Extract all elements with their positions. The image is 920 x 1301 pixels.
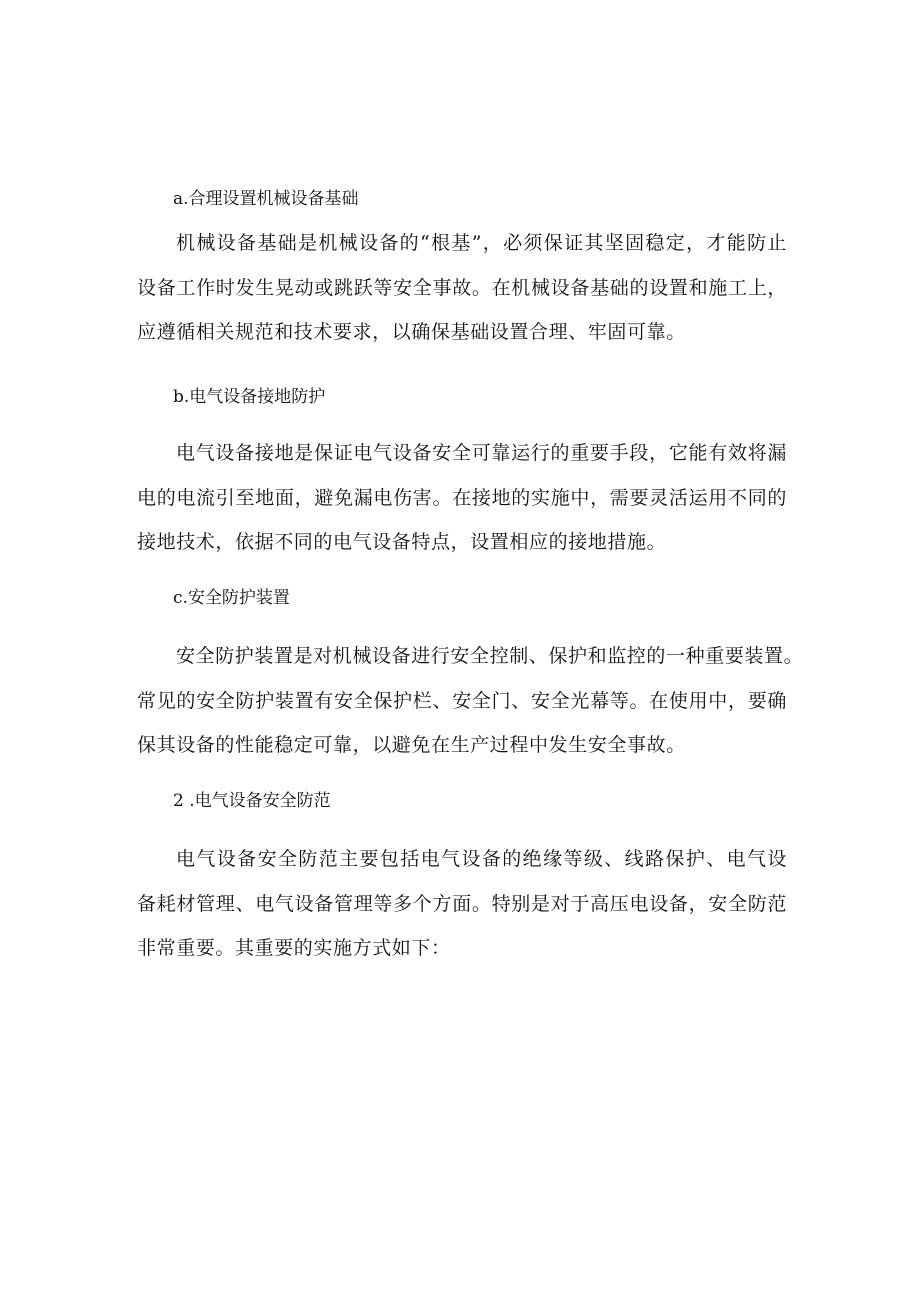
paragraph-line: 电气设备接地是保证电气设备安全可靠运行的重要手段，它能有效将漏 (176, 442, 787, 464)
paragraph-line: 非常重要。其重要的实施方式如下： (137, 937, 451, 959)
section-heading-2: 2 .电气设备安全防范 (173, 791, 331, 811)
section-heading-c: c.安全防护装置 (173, 588, 290, 608)
paragraph-line: 应遵循相关规范和技术要求，以确保基础设置合理、牢固可靠。 (137, 321, 686, 343)
paragraph-2 (137, 837, 787, 971)
paragraph-b (137, 431, 787, 565)
paragraph-line: 接地技术，依据不同的电气设备特点，设置相应的接地措施。 (137, 531, 667, 553)
paragraph-c (137, 634, 804, 768)
paragraph-line: 常见的安全防护装置有安全保护栏、安全门、安全光幕等。在使用中，要确 (137, 689, 787, 712)
paragraph-line: 安全防护装置是对机械设备进行安全控制、保护和监控的一种重要装置。 (176, 645, 804, 667)
paragraph-line: 设备工作时发生晃动或跳跃等安全事故。在机械设备基础的设置和施工上， (137, 276, 787, 299)
paragraph-line: 电气设备安全防范主要包括电气设备的绝缘等级、线路保护、电气设 (176, 848, 787, 870)
paragraph-line: 电的电流引至地面，避免漏电伤害。在接地的实施中，需要灵活运用不同的 (137, 486, 787, 509)
paragraph-a (137, 221, 787, 355)
section-heading-a: a.合理设置机械设备基础 (173, 189, 359, 209)
paragraph-line: 保其设备的性能稳定可靠，以避免在生产过程中发生安全事故。 (137, 734, 686, 756)
paragraph-line: 备耗材管理、电气设备管理等多个方面。特别是对于高压电设备，安全防范 (137, 892, 787, 915)
paragraph-line: 机械设备基础是机械设备的“根基”，必须保证其坚固稳定，才能防止 (176, 232, 787, 254)
section-heading-b: b.电气设备接地防护 (173, 387, 326, 407)
